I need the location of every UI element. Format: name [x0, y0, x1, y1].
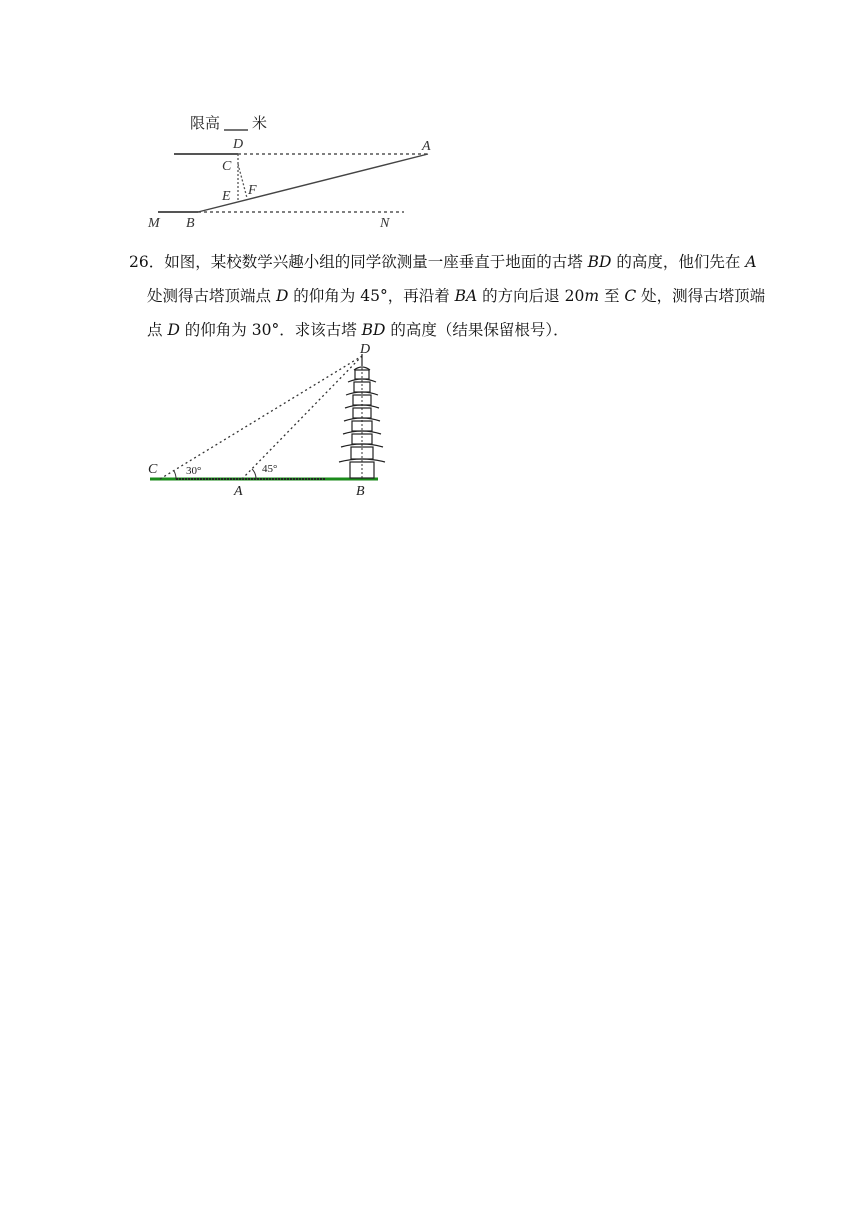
text-segment: 的仰角为 45°，再沿着 [288, 287, 455, 305]
text-segment: 至 [599, 287, 625, 305]
pagoda-figure [146, 340, 386, 498]
label-b: B [186, 216, 195, 231]
text-segment: 的仰角为 30°．求该古塔 [179, 321, 362, 339]
text-var: BA [454, 287, 478, 305]
ramp-ba [198, 154, 428, 212]
height-limit-unit: 米 [252, 115, 268, 132]
height-limit-figure [146, 106, 438, 234]
angle-label-a: 45° [262, 463, 278, 475]
problem-line-1 [129, 245, 757, 279]
text-segment: 处测得古塔顶端点 [147, 287, 276, 305]
text-segment: 点 [147, 321, 168, 339]
label-d: D [233, 137, 244, 152]
text-var: m [584, 287, 600, 305]
sight-line-c [160, 356, 362, 479]
height-limit-caption: 限高 [190, 115, 221, 132]
label-a: A [234, 484, 243, 498]
text-var: D [275, 287, 289, 305]
label-m: M [148, 216, 160, 231]
problem-number: 26． [129, 253, 165, 271]
text-var: BD [587, 253, 612, 271]
label-c: C [222, 159, 232, 174]
label-c: C [148, 462, 158, 477]
label-f: F [248, 183, 257, 198]
label-e: E [222, 189, 231, 204]
text-var: BD [361, 321, 386, 339]
text-var: A [745, 253, 757, 271]
text-segment: 如图，某校数学兴趣小组的同学欲测量一座垂直于地面的古塔 [164, 253, 588, 271]
label-d: D [360, 342, 371, 357]
text-segment: 的高度（结果保留根号）． [385, 321, 569, 339]
text-var: C [624, 287, 637, 305]
label-a: A [422, 139, 431, 154]
text-segment: 的高度，他们先在 [611, 253, 746, 271]
text-segment: 处，测得古塔顶端 [636, 287, 766, 305]
ef-dashed [238, 164, 247, 198]
label-n: N [380, 216, 390, 231]
text-segment: 的方向后退 20 [477, 287, 585, 305]
text-var: D [167, 321, 180, 339]
angle-label-c: 30° [186, 465, 202, 477]
label-b: B [356, 484, 365, 498]
problem-line-2 [147, 279, 765, 313]
